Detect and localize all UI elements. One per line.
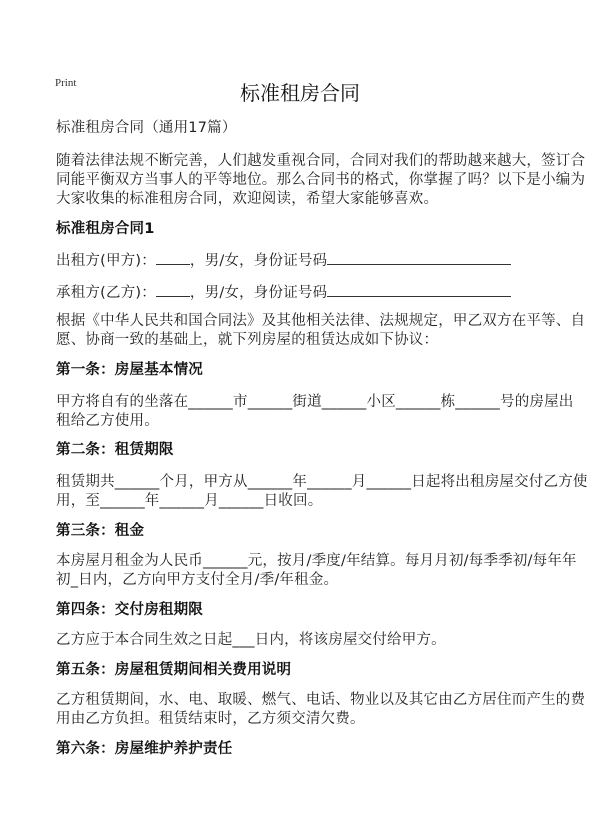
intro-line: 随着法律法规不断完善，人们越发重视合同，合同对我们的帮助越来越大，签订合 bbox=[56, 153, 586, 169]
article-4-line: 乙方应于本合同生效之日起___日内，将该房屋交付给甲方。 bbox=[56, 632, 446, 648]
lessor-id-blank bbox=[327, 250, 511, 265]
contract-heading: 标准租房合同1 bbox=[56, 221, 155, 237]
lessee-line bbox=[56, 282, 511, 303]
article-6-heading: 第六条：房屋维护养护责任 bbox=[56, 741, 233, 757]
print-link[interactable]: Print bbox=[55, 77, 77, 89]
article-5-line: 乙方租赁期间，水、电、取暖、燃气、电话、物业以及其它由乙方居住而产生的费 bbox=[56, 692, 586, 708]
lessee-label: 承租方(乙方)： bbox=[56, 285, 156, 301]
lessee-id-blank bbox=[327, 282, 511, 297]
lessor-line bbox=[56, 250, 511, 271]
article-5-line: 用由乙方负担。租赁结束时，乙方须交清欠费。 bbox=[56, 711, 365, 727]
lessor-label: 出租方(甲方)： bbox=[56, 253, 156, 269]
intro-line: 同能平衡双方当事人的平等地位。那么合同书的格式，你掌握了吗？以下是小编为 bbox=[56, 172, 586, 188]
page-title: 标准租房合同 bbox=[240, 81, 360, 105]
article-2-line: 租赁期共______个月，甲方从______年______月______日起将出租房屋交付乙方使 bbox=[56, 474, 588, 490]
preamble-line: 根据《中华人民共和国合同法》及其他相关法律、法规规定，甲乙双方在平等、自 bbox=[56, 313, 586, 329]
article-2-heading: 第二条：租赁期限 bbox=[56, 442, 174, 458]
preamble-line: 愿、协商一致的基础上，就下列房屋的租赁达成如下协议： bbox=[56, 332, 439, 348]
article-1-line: 租给乙方使用。 bbox=[56, 413, 159, 429]
lessee-mid: ，男/女，身份证号码 bbox=[189, 285, 328, 301]
intro-line: 大家收集的标准租房合同，欢迎阅读，希望大家能够喜欢。 bbox=[56, 191, 439, 207]
article-2-line: 用，至______年______月______日收回。 bbox=[56, 493, 323, 509]
article-4-heading: 第四条：交付房租期限 bbox=[56, 602, 203, 618]
article-1-heading: 第一条：房屋基本情况 bbox=[56, 362, 203, 378]
article-3-heading: 第三条：租金 bbox=[56, 523, 145, 539]
article-3-line: 初_日内，乙方向甲方支付全月/季/年租金。 bbox=[56, 572, 339, 588]
article-5-heading: 第五条：房屋租赁期间相关费用说明 bbox=[56, 662, 292, 678]
subtitle: 标准租房合同（通用17篇） bbox=[56, 120, 237, 136]
article-1-line: 甲方将自有的坐落在______市______街道______小区______栋______号的房屋出 bbox=[56, 394, 574, 410]
lessor-mid: ，男/女，身份证号码 bbox=[189, 253, 328, 269]
article-3-line: 本房屋月租金为人民币______元，按月/季度/年结算。每月月初/每季季初/每年年 bbox=[56, 553, 577, 569]
lessor-name-blank bbox=[156, 250, 190, 265]
lessee-name-blank bbox=[156, 282, 190, 297]
